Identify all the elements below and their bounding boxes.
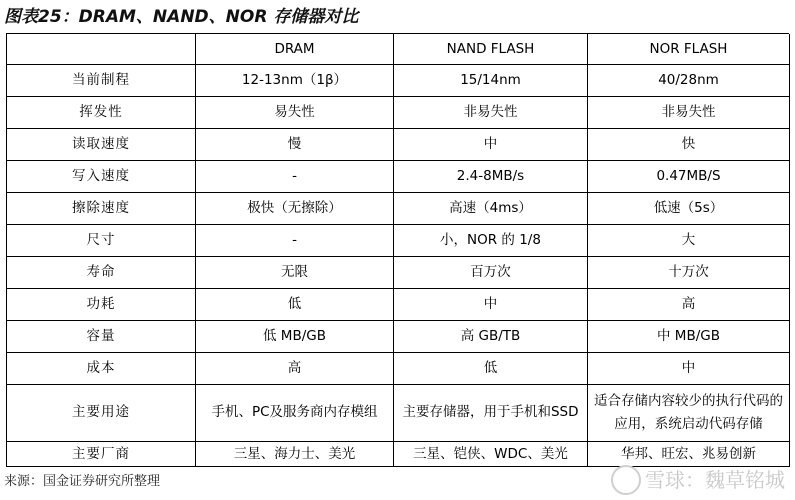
row-label: 主要厂商 (7, 441, 196, 466)
table-header-row (7, 34, 790, 64)
nor-cell: 中 MB/GB (588, 320, 790, 352)
nand-cell: 低 (394, 352, 588, 384)
nand-cell: 三星、铠侠、WDC、美光 (394, 441, 588, 466)
header-cell-blank (7, 34, 196, 64)
nand-cell: 高 GB/TB (394, 320, 588, 352)
row-label: 写入速度 (7, 160, 196, 192)
row-label: 寿命 (7, 256, 196, 288)
snowball-logo-icon (611, 465, 641, 495)
nand-cell: 高速（4ms） (394, 192, 588, 224)
nor-cell: 中 (588, 352, 790, 384)
dram-cell: 手机、PC及服务商内存模组 (196, 384, 394, 441)
table-row (7, 288, 790, 320)
header-cell-nand: NAND FLASH (394, 34, 588, 64)
nor-cell: 大 (588, 224, 790, 256)
dram-cell: 12-13nm（1β） (196, 64, 394, 96)
table-row (7, 160, 790, 192)
nand-cell: 2.4-8MB/s (394, 160, 588, 192)
nor-cell: 华邦、旺宏、兆易创新 (588, 441, 790, 466)
dram-cell: 极快（无擦除） (196, 192, 394, 224)
dram-cell: - (196, 160, 394, 192)
dram-cell: 低 (196, 288, 394, 320)
watermark (611, 460, 785, 500)
table-row (7, 384, 790, 441)
nand-cell: 小，NOR 的 1/8 (394, 224, 588, 256)
table-row (7, 256, 790, 288)
table-row (7, 64, 790, 96)
nor-cell: 40/28nm (588, 64, 790, 96)
row-label: 成本 (7, 352, 196, 384)
header-cell-nor: NOR FLASH (588, 34, 790, 64)
row-label: 挥发性 (7, 96, 196, 128)
nor-cell: 高 (588, 288, 790, 320)
dram-cell: 无限 (196, 256, 394, 288)
dram-cell: 慢 (196, 128, 394, 160)
table-row (7, 352, 790, 384)
table-row (7, 96, 790, 128)
dram-cell: 低 MB/GB (196, 320, 394, 352)
row-label: 主要用途 (7, 384, 196, 441)
row-label: 读取速度 (7, 128, 196, 160)
row-label: 擦除速度 (7, 192, 196, 224)
nor-cell: 快 (588, 128, 790, 160)
nand-cell: 中 (394, 288, 588, 320)
nor-cell: 非易失性 (588, 96, 790, 128)
dram-cell: 易失性 (196, 96, 394, 128)
nand-cell: 非易失性 (394, 96, 588, 128)
table-row (7, 192, 790, 224)
nor-cell: 低速（5s） (588, 192, 790, 224)
table-row (7, 224, 790, 256)
table-row (7, 128, 790, 160)
row-label: 容量 (7, 320, 196, 352)
row-label: 当前制程 (7, 64, 196, 96)
dram-cell: 三星、海力士、美光 (196, 441, 394, 466)
dram-cell: - (196, 224, 394, 256)
comparison-table (6, 34, 790, 467)
row-label: 功耗 (7, 288, 196, 320)
header-cell-dram: DRAM (196, 34, 394, 64)
nand-cell: 中 (394, 128, 588, 160)
nor-cell: 适合存储内容较少的执行代码的应用，系统启动代码存储 (588, 384, 790, 441)
source-note: 来源：国金证券研究所整理 (4, 474, 161, 489)
watermark-text: 雪球：魏草铭城 (645, 468, 785, 492)
row-label: 尺寸 (7, 224, 196, 256)
nand-cell: 百万次 (394, 256, 588, 288)
nor-cell: 0.47MB/S (588, 160, 790, 192)
figure-title: 图表25：DRAM、NAND、NOR 存储器对比 (4, 7, 359, 27)
dram-cell: 高 (196, 352, 394, 384)
nand-cell: 15/14nm (394, 64, 588, 96)
nor-cell: 十万次 (588, 256, 790, 288)
nand-cell: 主要存储器，用于手机和SSD (394, 384, 588, 441)
table-row (7, 320, 790, 352)
